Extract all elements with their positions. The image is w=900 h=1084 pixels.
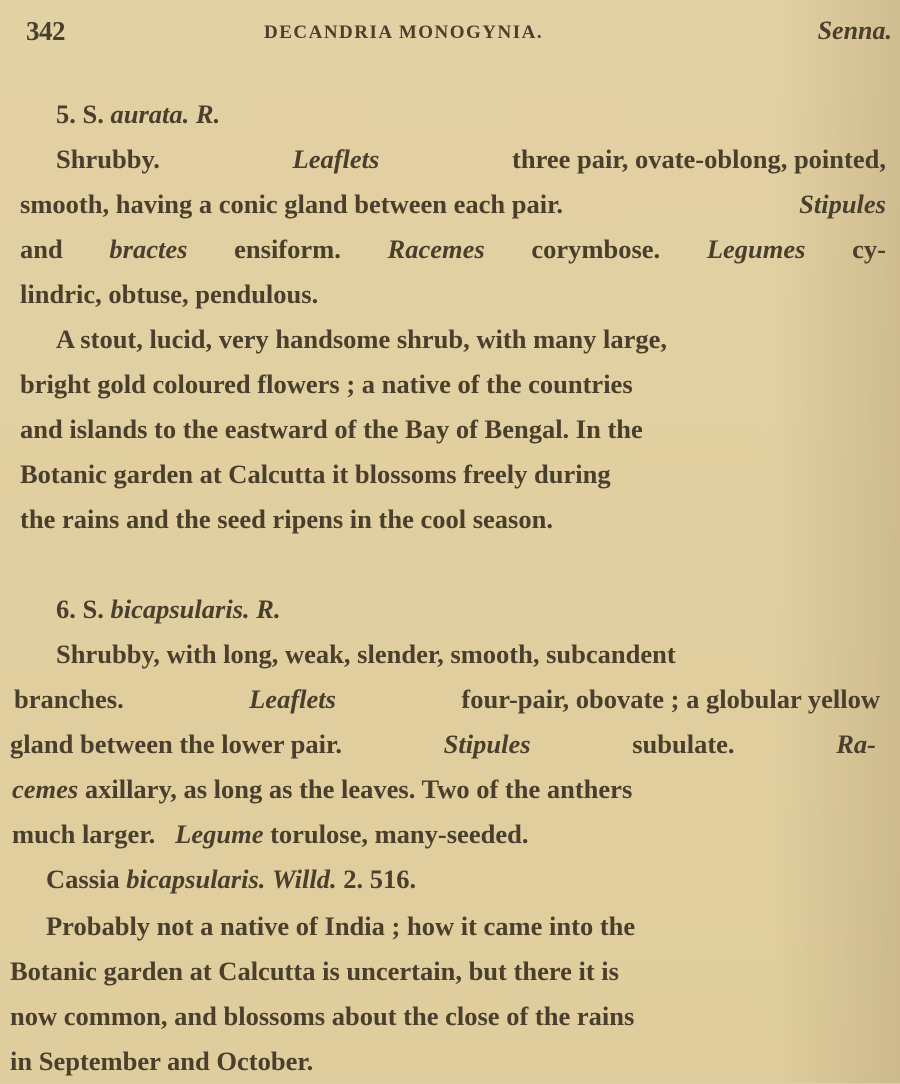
description-line: Shrubby, with long, weak, slender, smooth, subcandent <box>56 639 676 669</box>
note-line: and islands to the eastward of the Bay of Bengal. In the <box>20 414 643 444</box>
description-line <box>56 137 886 182</box>
description-line <box>20 182 886 227</box>
page-header <box>18 16 892 52</box>
entry-number: 5. S. <box>56 99 104 129</box>
note-line: Botanic garden at Calcutta is uncertain, but there it is <box>10 956 619 986</box>
text-run: ensiform. <box>234 234 341 264</box>
term-italic: Stipules <box>443 729 531 759</box>
section-name: Senna. <box>817 16 892 45</box>
running-title: DECANDRIA MONOGYNIA. <box>264 22 544 43</box>
note-line: now common, and blossoms about the close of the rains <box>10 1001 635 1031</box>
text-run: four-pair, obovate ; a globular yellow <box>461 684 880 714</box>
note-line: Probably not a native of India ; how it came into the <box>46 911 636 941</box>
note-line: A stout, lucid, very handsome shrub, with many large, <box>56 324 668 354</box>
synonym-species: bicapsularis. <box>126 864 266 894</box>
text-run: branches. <box>14 684 124 714</box>
text-run: and <box>20 234 63 264</box>
author-abbrev: R. <box>195 99 221 129</box>
term-italic: cemes <box>12 774 79 804</box>
text-run: smooth, having a conic gland between each pair. <box>20 189 564 219</box>
description-line <box>12 812 528 857</box>
term-italic: Legumes <box>706 234 806 264</box>
author-abbrev: R. <box>256 594 281 624</box>
text-run: corymbose. <box>531 234 661 264</box>
text-run: Shrubby. <box>56 144 160 174</box>
entry-number: 6. S. <box>56 594 104 624</box>
term-italic: Leaflets <box>249 684 336 714</box>
term-italic: Stipules <box>799 189 886 219</box>
synonym-genus: Cassia <box>46 864 120 894</box>
species-name: aurata. <box>110 99 190 129</box>
page-number: 342 <box>26 16 65 46</box>
description-line <box>20 227 886 272</box>
entry-heading <box>56 92 220 137</box>
note-line: bright gold coloured flowers ; a native of the countries <box>20 369 633 399</box>
text-run: subulate. <box>632 729 735 759</box>
synonym-line <box>46 857 416 902</box>
entry-heading <box>56 587 281 632</box>
term-italic: Leaflets <box>292 144 380 174</box>
text-run: much larger. <box>12 819 156 849</box>
description-line <box>10 722 876 767</box>
text-run: torulose, many-seeded. <box>270 819 529 849</box>
synonym-authority: Willd. <box>272 864 337 894</box>
note-line: in September and October. <box>10 1046 314 1076</box>
description-line: lindric, obtuse, pendulous. <box>20 279 319 309</box>
species-name: bicapsularis. <box>110 594 250 624</box>
term-italic: Legume <box>175 819 264 849</box>
description-line <box>12 767 632 812</box>
note-line: Botanic garden at Calcutta it blossoms freely during <box>20 459 611 489</box>
description-line <box>14 677 880 722</box>
synonym-reference: 2. 516. <box>343 864 417 894</box>
text-run: axillary, as long as the leaves. Two of the anthers <box>84 774 633 804</box>
term-italic: bractes <box>109 234 188 264</box>
term-italic: Racemes <box>387 234 485 264</box>
text-run: cy- <box>852 234 886 264</box>
note-line: the rains and the seed ripens in the cool season. <box>20 504 553 534</box>
text-run: three pair, ovate-oblong, pointed, <box>512 144 886 174</box>
term-italic: Ra- <box>836 729 876 759</box>
text-run: gland between the lower pair. <box>10 729 342 759</box>
